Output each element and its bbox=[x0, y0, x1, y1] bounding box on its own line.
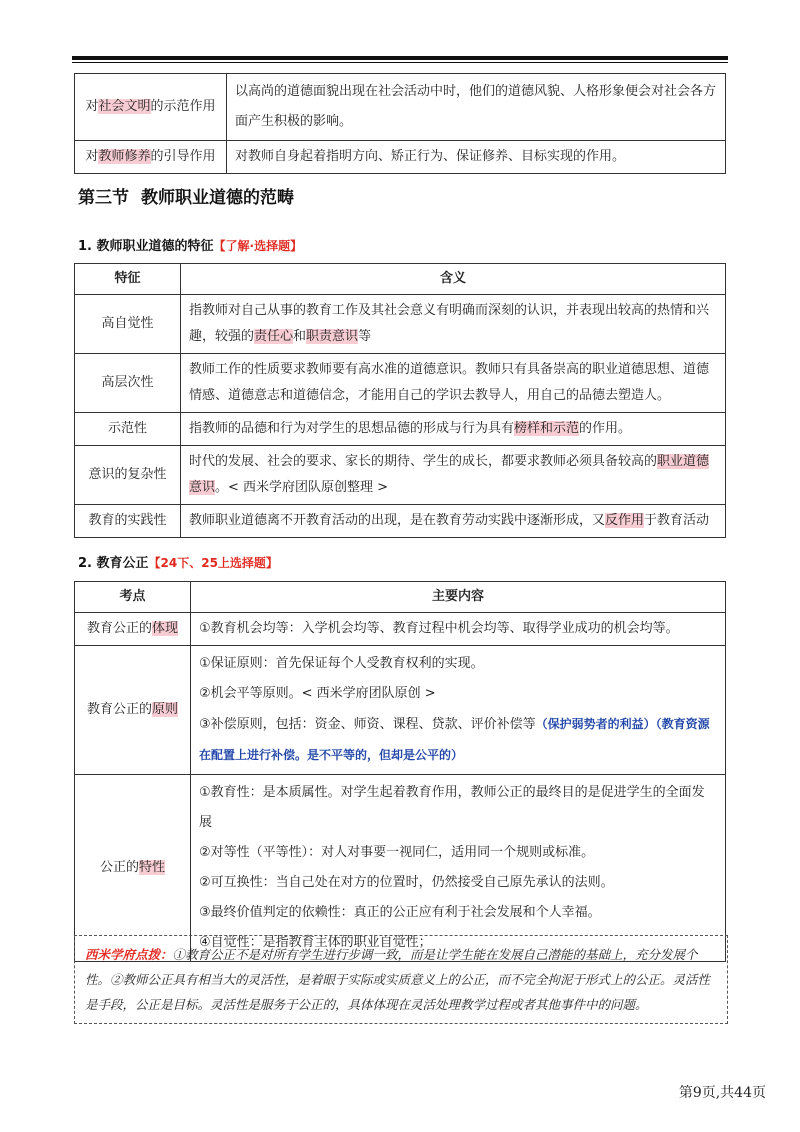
label-text: 对 bbox=[85, 99, 99, 114]
annotation-text: （保护弱势者的利益）（教育资源在配置上进行补偿。是不平等的，但却是公平的） bbox=[199, 717, 710, 762]
highlight-text: 教师修养 bbox=[98, 149, 151, 164]
feature-name: 高自觉性 bbox=[75, 295, 181, 354]
feature-content bbox=[181, 413, 726, 446]
feature-content bbox=[181, 446, 726, 505]
feature-content bbox=[181, 295, 726, 354]
page-number: 第9页,共44页 bbox=[678, 1085, 766, 1101]
content-text: 指教师对自己从事的教育工作及其社会意义有明确而深刻的认识，并表现出较高的热情和兴趣，较强的 bbox=[189, 303, 710, 344]
highlight-text: 榜样和示范 bbox=[514, 421, 580, 436]
header-rule-thin bbox=[72, 62, 728, 63]
fairness-table bbox=[74, 581, 726, 962]
table-row bbox=[75, 295, 726, 354]
content-text: 等 bbox=[358, 329, 372, 344]
highlight-text: 反作用 bbox=[605, 513, 645, 528]
subheading-text: 1. 教师职业道德的特征 bbox=[78, 239, 214, 254]
list-item: ①教育性：是本质属性。对学生起着教育作用，教师公正的最终目的是促进学生的全面发展 bbox=[199, 785, 705, 830]
feature-name: 教育的实践性 bbox=[75, 505, 181, 538]
highlight-text: 特性 bbox=[139, 860, 166, 875]
table-row bbox=[75, 74, 726, 141]
list-item: ②对等性（平等性）：对人对事要一视同仁，适用同一个规则或标准。 bbox=[199, 845, 595, 860]
label-text: 对 bbox=[85, 149, 99, 164]
tip-box bbox=[74, 935, 728, 1024]
list-item: ②可互换性：当自己处在对方的位置时，仍然接受自己原先承认的法则。 bbox=[199, 875, 614, 890]
feature-name: 意识的复杂性 bbox=[75, 446, 181, 505]
content-text: 指教师的品德和行为对学生的思想品德的形成与行为具有 bbox=[189, 421, 515, 436]
role-table bbox=[74, 73, 726, 174]
label-text: 公正的 bbox=[99, 860, 139, 875]
highlight-text: 原则 bbox=[152, 702, 179, 717]
content-text: 时代的发展、社会的要求、家长的期待、学生的成长，都要求教师必须具备较高的 bbox=[189, 454, 658, 469]
list-item: ④自觉性：是指教育主体的职业自觉性； bbox=[199, 935, 432, 950]
highlight-text: 社会文明 bbox=[98, 99, 151, 114]
row-content: 对教师自身起着指明方向、矫正行为、保证修养、目标实现的作用。 bbox=[227, 141, 726, 174]
highlight-text: 职业道德意识 bbox=[189, 454, 710, 495]
label-text: 的引导作用 bbox=[150, 149, 216, 164]
table-row bbox=[75, 413, 726, 446]
table-row bbox=[75, 505, 726, 538]
list-item bbox=[199, 709, 717, 771]
row-content: 以高尚的道德面貌出现在社会活动中时，他们的道德风貌、人格形象便会对社会各方面产生积极的影响。 bbox=[227, 74, 726, 141]
subheading-text: 2. 教育公正 bbox=[78, 556, 149, 571]
column-header: 特征 bbox=[75, 264, 181, 295]
highlight-text: 体现 bbox=[152, 621, 179, 636]
content-text: 的作用。 bbox=[579, 421, 632, 436]
subheading-features bbox=[78, 235, 302, 254]
highlight-text: 责任心 bbox=[254, 329, 294, 344]
list-item: ③最终价值判定的依赖性：真正的公正应有利于社会发展和个人幸福。 bbox=[199, 905, 601, 920]
exam-tag: 【了解·选择题】 bbox=[213, 239, 303, 253]
table-row bbox=[75, 646, 726, 775]
table-row bbox=[75, 141, 726, 174]
content-text: 。< 西米学府团队原创整理 > bbox=[215, 480, 389, 495]
table-header-row bbox=[75, 582, 726, 613]
column-header: 考点 bbox=[75, 582, 191, 613]
list-item: ①保证原则：首先保证每个人受教育权利的实现。 bbox=[199, 656, 484, 671]
feature-name: 高层次性 bbox=[75, 354, 181, 413]
label-text: 教育公正的 bbox=[86, 702, 152, 717]
point-label bbox=[75, 646, 191, 775]
list-item: ②机会平等原则。< 西米学府团队原创 > bbox=[199, 686, 436, 701]
point-label bbox=[75, 613, 191, 646]
row-label bbox=[75, 141, 227, 174]
subheading-fairness bbox=[78, 552, 278, 571]
header-rule-thick bbox=[72, 56, 728, 60]
row-label bbox=[75, 74, 227, 141]
content-text: 教师职业道德离不开教育活动的出现，是在教育劳动实践中逐渐形成，又 bbox=[189, 513, 606, 528]
label-text: 的示范作用 bbox=[150, 99, 216, 114]
feature-name: 示范性 bbox=[75, 413, 181, 446]
content-text: 于教育活动 bbox=[644, 513, 710, 528]
table-row bbox=[75, 775, 726, 962]
tip-text: ①教育公正不是对所有学生进行步调一致，而是让学生能在发展自己潜能的基础上，充分发展个性。②教师公正具有相当大的灵活性，是着眼于实际或实质意义上的公正，而不完全拘泥于形式上的公正。灵活性是手段，公正是目标。灵活性是服务于公正的，具体体现在灵活处理教学过程或者其他事件中的问题。 bbox=[85, 947, 711, 1012]
content-text: ③补偿原则，包括：资金、师资、课程、贷款、评价补偿等 bbox=[199, 717, 536, 732]
section-number: 第三节 bbox=[78, 188, 129, 208]
features-table bbox=[74, 263, 726, 538]
column-header: 含义 bbox=[181, 264, 726, 295]
feature-content: 教师工作的性质要求教师要有高水准的道德意识。教师只有具备崇高的职业道德思想、道德情感、道德意志和道德信念，才能用自己的学识去教导人，用自己的品德去塑造人。 bbox=[181, 354, 726, 413]
tip-lead: 西米学府点拨： bbox=[85, 947, 173, 962]
exam-tag: 【24下、25上选择题】 bbox=[148, 556, 278, 570]
point-content bbox=[191, 775, 726, 962]
table-header-row bbox=[75, 264, 726, 295]
column-header: 主要内容 bbox=[191, 582, 726, 613]
content-text: 和 bbox=[293, 329, 307, 344]
table-row bbox=[75, 613, 726, 646]
label-text: 教育公正的 bbox=[86, 621, 152, 636]
section-title-text: 教师职业道德的范畴 bbox=[141, 188, 294, 208]
table-row bbox=[75, 354, 726, 413]
table-row bbox=[75, 446, 726, 505]
point-content bbox=[191, 646, 726, 775]
point-content: ①教育机会均等：入学机会均等、教育过程中机会均等、取得学业成功的机会均等。 bbox=[191, 613, 726, 646]
highlight-text: 职责意识 bbox=[306, 329, 359, 344]
section-title bbox=[78, 183, 294, 208]
feature-content bbox=[181, 505, 726, 538]
point-label bbox=[75, 775, 191, 962]
